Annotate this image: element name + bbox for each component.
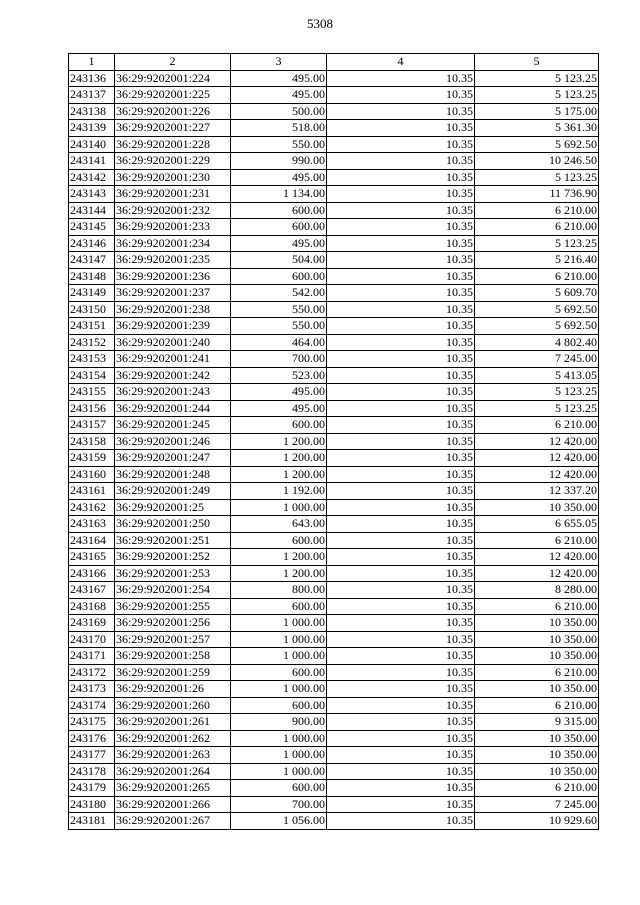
cell-col-3: 990.00 (231, 153, 327, 170)
table-row (69, 334, 599, 351)
table-row (69, 285, 599, 302)
cell-col-2: 36:29:9202001:238 (115, 301, 231, 318)
cell-col-5: 6 210.00 (475, 532, 599, 549)
table-row (69, 400, 599, 417)
cell-col-4: 10.35 (327, 70, 475, 87)
cell-col-4: 10.35 (327, 318, 475, 335)
cell-col-3: 523.00 (231, 367, 327, 384)
cell-col-3: 700.00 (231, 796, 327, 813)
cell-col-1: 243177 (69, 747, 115, 764)
cell-col-1: 243152 (69, 334, 115, 351)
table-row (69, 532, 599, 549)
cell-col-4: 10.35 (327, 681, 475, 698)
table-row (69, 648, 599, 665)
cell-col-1: 243169 (69, 615, 115, 632)
cell-col-1: 243138 (69, 103, 115, 120)
cell-col-4: 10.35 (327, 153, 475, 170)
cell-col-1: 243171 (69, 648, 115, 665)
cell-col-2: 36:29:9202001:239 (115, 318, 231, 335)
cell-col-3: 1 200.00 (231, 466, 327, 483)
cell-col-1: 243137 (69, 87, 115, 104)
cell-col-2: 36:29:9202001:266 (115, 796, 231, 813)
cell-col-4: 10.35 (327, 763, 475, 780)
cell-col-5: 6 655.05 (475, 516, 599, 533)
cell-col-5: 12 420.00 (475, 433, 599, 450)
cell-col-5: 10 350.00 (475, 631, 599, 648)
cell-col-3: 500.00 (231, 103, 327, 120)
cell-col-2: 36:29:9202001:248 (115, 466, 231, 483)
cell-col-1: 243181 (69, 813, 115, 830)
cell-col-4: 10.35 (327, 351, 475, 368)
cell-col-4: 10.35 (327, 334, 475, 351)
cell-col-3: 1 000.00 (231, 631, 327, 648)
cell-col-3: 495.00 (231, 235, 327, 252)
cell-col-2: 36:29:9202001:236 (115, 268, 231, 285)
cell-col-1: 243148 (69, 268, 115, 285)
column-header-4: 4 (327, 54, 475, 71)
cell-col-1: 243144 (69, 202, 115, 219)
cell-col-2: 36:29:9202001:240 (115, 334, 231, 351)
cell-col-2: 36:29:9202001:25 (115, 499, 231, 516)
cell-col-1: 243153 (69, 351, 115, 368)
cell-col-3: 600.00 (231, 780, 327, 797)
header-row (69, 54, 599, 71)
cell-col-3: 700.00 (231, 351, 327, 368)
cell-col-5: 5 175.00 (475, 103, 599, 120)
cell-col-2: 36:29:9202001:249 (115, 483, 231, 500)
cell-col-1: 243149 (69, 285, 115, 302)
table-row (69, 219, 599, 236)
table-row (69, 681, 599, 698)
cell-col-1: 243145 (69, 219, 115, 236)
table-row (69, 136, 599, 153)
cell-col-3: 550.00 (231, 301, 327, 318)
table-row (69, 582, 599, 599)
cell-col-2: 36:29:9202001:262 (115, 730, 231, 747)
cell-col-5: 5 361.30 (475, 120, 599, 137)
cell-col-2: 36:29:9202001:244 (115, 400, 231, 417)
cell-col-2: 36:29:9202001:261 (115, 714, 231, 731)
cell-col-2: 36:29:9202001:255 (115, 598, 231, 615)
cell-col-4: 10.35 (327, 516, 475, 533)
cell-col-1: 243142 (69, 169, 115, 186)
cell-col-1: 243136 (69, 70, 115, 87)
cell-col-4: 10.35 (327, 664, 475, 681)
cell-col-3: 600.00 (231, 532, 327, 549)
cell-col-2: 36:29:9202001:264 (115, 763, 231, 780)
cell-col-1: 243151 (69, 318, 115, 335)
cell-col-4: 10.35 (327, 202, 475, 219)
cell-col-3: 1 134.00 (231, 186, 327, 203)
cell-col-5: 4 802.40 (475, 334, 599, 351)
cell-col-1: 243139 (69, 120, 115, 137)
cell-col-1: 243154 (69, 367, 115, 384)
cell-col-2: 36:29:9202001:263 (115, 747, 231, 764)
cell-col-2: 36:29:9202001:250 (115, 516, 231, 533)
cell-col-3: 600.00 (231, 268, 327, 285)
cell-col-1: 243166 (69, 565, 115, 582)
cell-col-5: 5 123.25 (475, 235, 599, 252)
cell-col-3: 600.00 (231, 697, 327, 714)
table-row (69, 664, 599, 681)
table-header (69, 54, 599, 71)
cell-col-5: 12 420.00 (475, 450, 599, 467)
cell-col-5: 12 337.20 (475, 483, 599, 500)
cell-col-1: 243162 (69, 499, 115, 516)
cell-col-2: 36:29:9202001:252 (115, 549, 231, 566)
cell-col-3: 495.00 (231, 400, 327, 417)
cell-col-3: 495.00 (231, 169, 327, 186)
cell-col-1: 243150 (69, 301, 115, 318)
cell-col-3: 495.00 (231, 384, 327, 401)
table-row (69, 169, 599, 186)
cell-col-4: 10.35 (327, 697, 475, 714)
cell-col-5: 5 216.40 (475, 252, 599, 269)
cell-col-2: 36:29:9202001:267 (115, 813, 231, 830)
cell-col-4: 10.35 (327, 714, 475, 731)
cell-col-5: 6 210.00 (475, 780, 599, 797)
table-row (69, 565, 599, 582)
cell-col-1: 243147 (69, 252, 115, 269)
cell-col-4: 10.35 (327, 466, 475, 483)
cell-col-1: 243170 (69, 631, 115, 648)
cell-col-1: 243179 (69, 780, 115, 797)
cell-col-5: 6 210.00 (475, 697, 599, 714)
cell-col-2: 36:29:9202001:254 (115, 582, 231, 599)
cell-col-2: 36:29:9202001:241 (115, 351, 231, 368)
cell-col-3: 1 000.00 (231, 615, 327, 632)
table-row (69, 796, 599, 813)
table-row (69, 384, 599, 401)
cell-col-4: 10.35 (327, 103, 475, 120)
cell-col-3: 1 000.00 (231, 763, 327, 780)
cell-col-1: 243163 (69, 516, 115, 533)
cell-col-1: 243156 (69, 400, 115, 417)
cell-col-2: 36:29:9202001:224 (115, 70, 231, 87)
cell-col-1: 243143 (69, 186, 115, 203)
cell-col-2: 36:29:9202001:251 (115, 532, 231, 549)
cell-col-1: 243159 (69, 450, 115, 467)
cell-col-1: 243141 (69, 153, 115, 170)
cell-col-4: 10.35 (327, 433, 475, 450)
cell-col-2: 36:29:9202001:232 (115, 202, 231, 219)
cell-col-2: 36:29:9202001:246 (115, 433, 231, 450)
table-row (69, 763, 599, 780)
table-row (69, 318, 599, 335)
cell-col-4: 10.35 (327, 631, 475, 648)
cell-col-3: 600.00 (231, 202, 327, 219)
cell-col-2: 36:29:9202001:233 (115, 219, 231, 236)
cell-col-2: 36:29:9202001:260 (115, 697, 231, 714)
cell-col-5: 10 246.50 (475, 153, 599, 170)
cell-col-1: 243172 (69, 664, 115, 681)
cell-col-2: 36:29:9202001:225 (115, 87, 231, 104)
cell-col-2: 36:29:9202001:247 (115, 450, 231, 467)
cell-col-5: 12 420.00 (475, 565, 599, 582)
cell-col-1: 243167 (69, 582, 115, 599)
cell-col-3: 1 000.00 (231, 499, 327, 516)
cell-col-1: 243168 (69, 598, 115, 615)
cell-col-3: 495.00 (231, 87, 327, 104)
cell-col-5: 10 350.00 (475, 499, 599, 516)
cell-col-4: 10.35 (327, 730, 475, 747)
table-row (69, 697, 599, 714)
cell-col-3: 600.00 (231, 417, 327, 434)
cell-col-2: 36:29:9202001:253 (115, 565, 231, 582)
cell-col-1: 243157 (69, 417, 115, 434)
cell-col-2: 36:29:9202001:227 (115, 120, 231, 137)
table-row (69, 351, 599, 368)
cell-col-5: 6 210.00 (475, 417, 599, 434)
cell-col-3: 1 192.00 (231, 483, 327, 500)
cell-col-5: 12 420.00 (475, 466, 599, 483)
cell-col-4: 10.35 (327, 268, 475, 285)
cell-col-4: 10.35 (327, 483, 475, 500)
cell-col-4: 10.35 (327, 532, 475, 549)
cell-col-2: 36:29:9202001:259 (115, 664, 231, 681)
cell-col-5: 9 315.00 (475, 714, 599, 731)
column-header-1: 1 (69, 54, 115, 71)
cell-col-2: 36:29:9202001:245 (115, 417, 231, 434)
cell-col-1: 243173 (69, 681, 115, 698)
cell-col-3: 1 000.00 (231, 648, 327, 665)
cell-col-1: 243174 (69, 697, 115, 714)
cell-col-4: 10.35 (327, 235, 475, 252)
table-row (69, 747, 599, 764)
cell-col-4: 10.35 (327, 747, 475, 764)
cell-col-3: 1 200.00 (231, 565, 327, 582)
table-row (69, 516, 599, 533)
table-row (69, 268, 599, 285)
cell-col-3: 643.00 (231, 516, 327, 533)
cell-col-4: 10.35 (327, 285, 475, 302)
cell-col-2: 36:29:9202001:257 (115, 631, 231, 648)
cell-col-4: 10.35 (327, 417, 475, 434)
cell-col-3: 464.00 (231, 334, 327, 351)
cell-col-3: 1 056.00 (231, 813, 327, 830)
cell-col-5: 6 210.00 (475, 202, 599, 219)
cell-col-3: 1 000.00 (231, 730, 327, 747)
page-number: 5308 (307, 16, 333, 31)
cell-col-5: 5 692.50 (475, 318, 599, 335)
cell-col-5: 11 736.90 (475, 186, 599, 203)
table-row (69, 103, 599, 120)
cell-col-2: 36:29:9202001:231 (115, 186, 231, 203)
cell-col-5: 5 123.25 (475, 87, 599, 104)
column-header-2: 2 (115, 54, 231, 71)
cell-col-2: 36:29:9202001:256 (115, 615, 231, 632)
table-row (69, 730, 599, 747)
cell-col-1: 243165 (69, 549, 115, 566)
cell-col-5: 5 692.50 (475, 301, 599, 318)
cell-col-5: 7 245.00 (475, 351, 599, 368)
cell-col-4: 10.35 (327, 499, 475, 516)
cell-col-4: 10.35 (327, 549, 475, 566)
cell-col-2: 36:29:9202001:234 (115, 235, 231, 252)
column-header-5: 5 (475, 54, 599, 71)
table-row (69, 120, 599, 137)
cell-col-4: 10.35 (327, 186, 475, 203)
cell-col-3: 600.00 (231, 664, 327, 681)
cell-col-3: 550.00 (231, 318, 327, 335)
cell-col-2: 36:29:9202001:243 (115, 384, 231, 401)
cell-col-1: 243161 (69, 483, 115, 500)
cell-col-5: 5 609.70 (475, 285, 599, 302)
cell-col-4: 10.35 (327, 169, 475, 186)
cell-col-5: 6 210.00 (475, 664, 599, 681)
cell-col-2: 36:29:9202001:258 (115, 648, 231, 665)
table-row (69, 153, 599, 170)
table-row (69, 235, 599, 252)
cell-col-4: 10.35 (327, 598, 475, 615)
cell-col-5: 6 210.00 (475, 219, 599, 236)
table-row (69, 450, 599, 467)
table-row (69, 417, 599, 434)
cell-col-5: 10 350.00 (475, 681, 599, 698)
table-row (69, 598, 599, 615)
table-row (69, 615, 599, 632)
cell-col-3: 600.00 (231, 219, 327, 236)
cell-col-4: 10.35 (327, 796, 475, 813)
cell-col-2: 36:29:9202001:242 (115, 367, 231, 384)
cell-col-5: 10 350.00 (475, 648, 599, 665)
table-row (69, 70, 599, 87)
table-row (69, 549, 599, 566)
column-header-3: 3 (231, 54, 327, 71)
cell-col-4: 10.35 (327, 384, 475, 401)
table-row (69, 813, 599, 830)
cell-col-5: 6 210.00 (475, 268, 599, 285)
cell-col-4: 10.35 (327, 648, 475, 665)
cell-col-3: 1 000.00 (231, 681, 327, 698)
table-row (69, 466, 599, 483)
cell-col-5: 6 210.00 (475, 598, 599, 615)
cell-col-1: 243180 (69, 796, 115, 813)
cell-col-4: 10.35 (327, 400, 475, 417)
table-row (69, 87, 599, 104)
cell-col-1: 243164 (69, 532, 115, 549)
cell-col-5: 10 350.00 (475, 730, 599, 747)
cell-col-1: 243158 (69, 433, 115, 450)
table-row (69, 186, 599, 203)
cell-col-4: 10.35 (327, 813, 475, 830)
cell-col-1: 243146 (69, 235, 115, 252)
cell-col-4: 10.35 (327, 252, 475, 269)
cell-col-3: 900.00 (231, 714, 327, 731)
cell-col-4: 10.35 (327, 615, 475, 632)
cell-col-3: 600.00 (231, 598, 327, 615)
cell-col-1: 243140 (69, 136, 115, 153)
cell-col-5: 5 123.25 (475, 384, 599, 401)
cell-col-5: 5 123.25 (475, 400, 599, 417)
cell-col-2: 36:29:9202001:235 (115, 252, 231, 269)
cell-col-3: 542.00 (231, 285, 327, 302)
cell-col-5: 12 420.00 (475, 549, 599, 566)
cell-col-4: 10.35 (327, 120, 475, 137)
table-row (69, 301, 599, 318)
cell-col-4: 10.35 (327, 565, 475, 582)
cell-col-1: 243176 (69, 730, 115, 747)
cell-col-5: 5 413.05 (475, 367, 599, 384)
cell-col-5: 5 123.25 (475, 70, 599, 87)
cell-col-5: 10 929.60 (475, 813, 599, 830)
cell-col-3: 1 000.00 (231, 747, 327, 764)
cell-col-5: 5 123.25 (475, 169, 599, 186)
table-row (69, 252, 599, 269)
cell-col-3: 1 200.00 (231, 549, 327, 566)
cell-col-2: 36:29:9202001:26 (115, 681, 231, 698)
cell-col-1: 243160 (69, 466, 115, 483)
cell-col-4: 10.35 (327, 367, 475, 384)
cell-col-3: 1 200.00 (231, 450, 327, 467)
cell-col-4: 10.35 (327, 780, 475, 797)
table-body (69, 70, 599, 829)
cell-col-5: 8 280.00 (475, 582, 599, 599)
cell-col-4: 10.35 (327, 136, 475, 153)
cell-col-4: 10.35 (327, 582, 475, 599)
cell-col-4: 10.35 (327, 301, 475, 318)
table-row (69, 780, 599, 797)
table-row (69, 483, 599, 500)
cell-col-4: 10.35 (327, 87, 475, 104)
table-row (69, 714, 599, 731)
cell-col-2: 36:29:9202001:228 (115, 136, 231, 153)
cell-col-3: 1 200.00 (231, 433, 327, 450)
cell-col-3: 550.00 (231, 136, 327, 153)
cell-col-4: 10.35 (327, 450, 475, 467)
cell-col-5: 10 350.00 (475, 615, 599, 632)
table-row (69, 367, 599, 384)
cell-col-5: 10 350.00 (475, 763, 599, 780)
cell-col-2: 36:29:9202001:226 (115, 103, 231, 120)
cell-col-1: 243175 (69, 714, 115, 731)
cell-col-3: 495.00 (231, 70, 327, 87)
table-row (69, 499, 599, 516)
cell-col-1: 243155 (69, 384, 115, 401)
cell-col-5: 5 692.50 (475, 136, 599, 153)
cell-col-2: 36:29:9202001:230 (115, 169, 231, 186)
cell-col-3: 504.00 (231, 252, 327, 269)
cell-col-2: 36:29:9202001:229 (115, 153, 231, 170)
cell-col-3: 518.00 (231, 120, 327, 137)
table-row (69, 202, 599, 219)
cell-col-2: 36:29:9202001:237 (115, 285, 231, 302)
cell-col-4: 10.35 (327, 219, 475, 236)
cell-col-5: 7 245.00 (475, 796, 599, 813)
data-table (68, 53, 599, 830)
table-row (69, 631, 599, 648)
cell-col-1: 243178 (69, 763, 115, 780)
cell-col-2: 36:29:9202001:265 (115, 780, 231, 797)
cell-col-3: 800.00 (231, 582, 327, 599)
cell-col-5: 10 350.00 (475, 747, 599, 764)
table-row (69, 433, 599, 450)
